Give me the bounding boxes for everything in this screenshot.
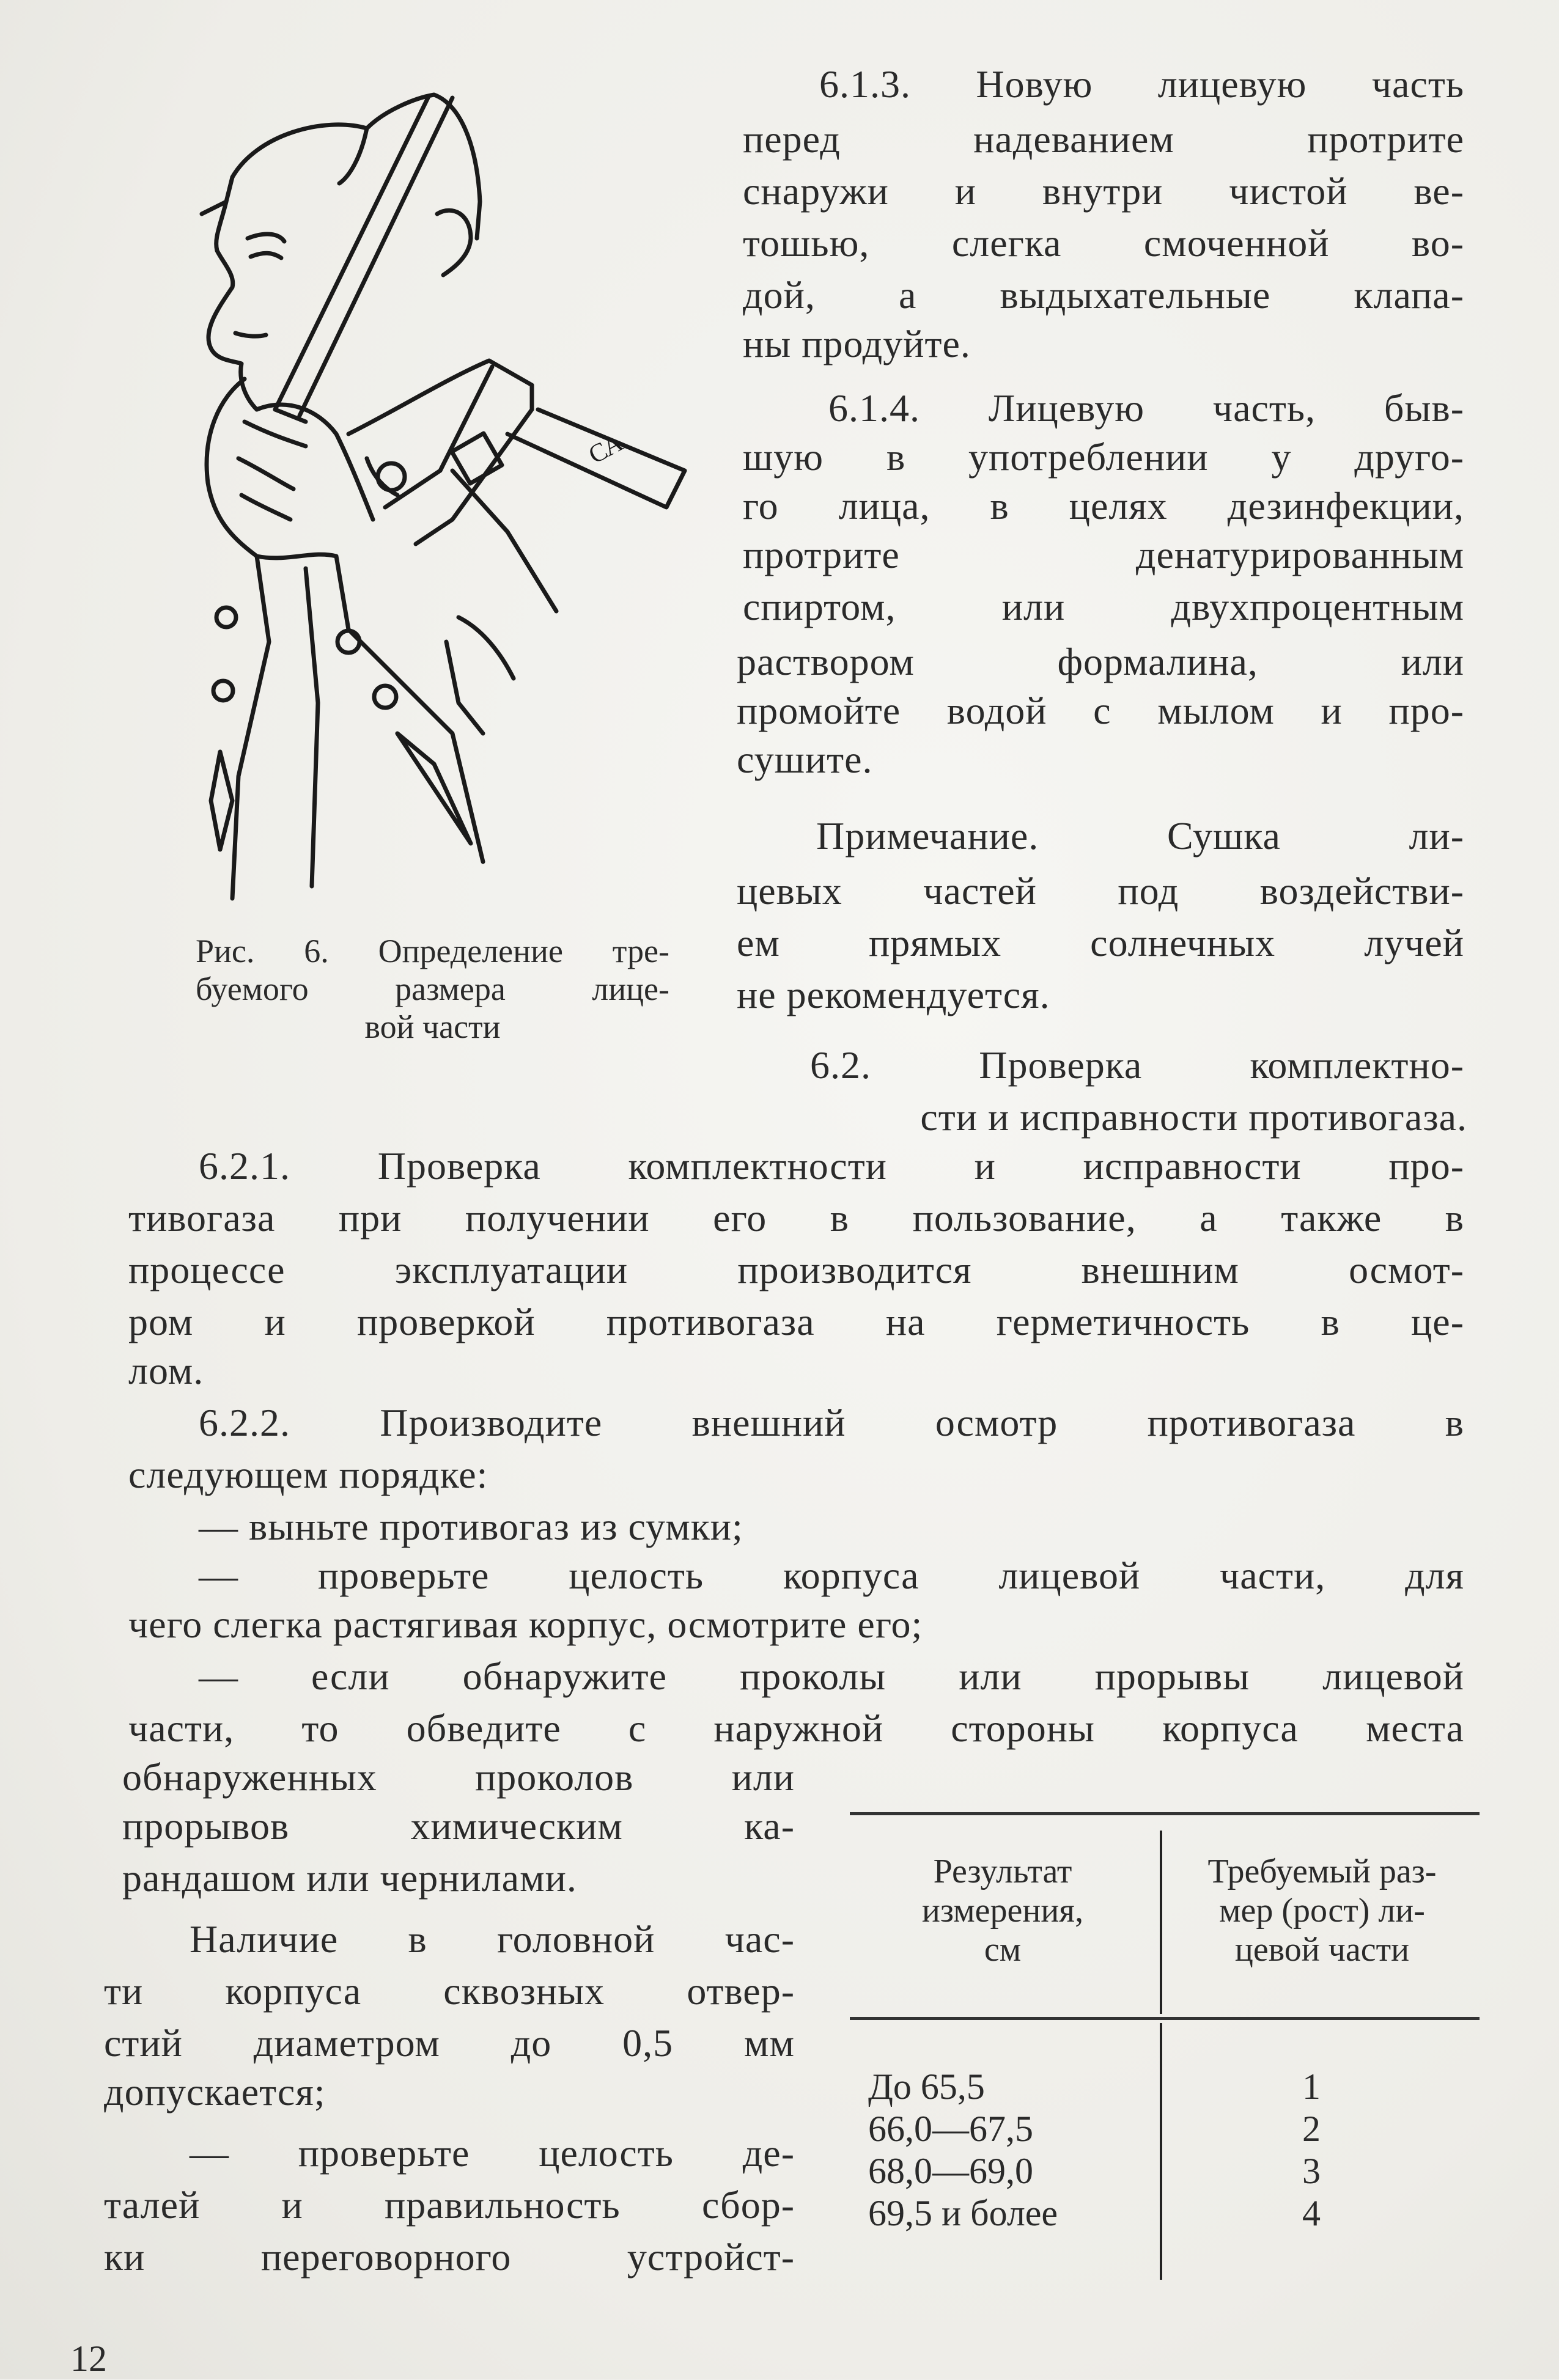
table-cell-size: 3 <box>1302 2151 1321 2191</box>
text-line: промойте водой с мылом и про- <box>737 689 1464 732</box>
text-line: 6.1.3. Новую лицевую часть <box>819 62 1464 106</box>
table-cell-size: 1 <box>1302 2066 1321 2107</box>
text-line: го лица, в целях дезинфекции, <box>743 484 1464 527</box>
caption-line: буемого размера лице- <box>196 971 669 1007</box>
list-item: — если обнаружите проколы или прорывы лицевой <box>199 1655 1464 1698</box>
figure-illustration <box>165 92 691 905</box>
text-line: ки переговорного устройст- <box>104 2235 795 2279</box>
size-table <box>850 1806 1480 2283</box>
text-line: 6.1.4. Лицевую часть, быв- <box>828 386 1464 430</box>
table-header-divider <box>1160 1831 1162 2014</box>
text-line: перед надеванием протрите <box>743 117 1464 161</box>
text-line: сушите. <box>737 738 873 781</box>
text-line: стий диаметром до 0,5 мм <box>104 2021 795 2065</box>
text-line: прорывов химическим ка- <box>122 1804 795 1848</box>
text-line: дой, а выдыхательные клапа- <box>743 273 1464 317</box>
table-cell-measurement: 68,0—69,0 <box>868 2151 1033 2191</box>
text-line: — проверьте целость де- <box>190 2131 795 2175</box>
text-line: допускается; <box>104 2070 326 2114</box>
page-number: 12 <box>70 2338 107 2379</box>
section-heading: сти и исправности противогаза. <box>920 1095 1467 1139</box>
figure-caption <box>196 932 669 1046</box>
text-line: следующем порядке: <box>128 1453 488 1496</box>
text-line: ти корпуса сквозных отвер- <box>104 1969 795 2013</box>
text-line: 6.2.2. Производите внешний осмотр противогаза в <box>199 1401 1464 1444</box>
column-header-size: Требуемый раз- мер (рост) ли- цевой части <box>1207 1853 1437 1969</box>
collar-label: СА <box>584 428 628 470</box>
text-line: ром и проверкой противогаза на герметичность в це- <box>128 1300 1464 1343</box>
list-item: чего слегка растягивая корпус, осмотрите его; <box>128 1603 923 1646</box>
table-header-rule <box>850 2017 1480 2020</box>
table-cell-measurement: 69,5 и более <box>868 2193 1058 2233</box>
table-cell-measurement: 66,0—67,5 <box>868 2109 1033 2149</box>
text-line: раствором формалина, или <box>737 640 1464 683</box>
text-line: рандашом или чернилами. <box>122 1856 577 1900</box>
note-line: не рекомендуется. <box>737 973 1050 1016</box>
list-item: — проверьте целость корпуса лицевой части, для <box>199 1554 1464 1597</box>
text-line: Наличие в головной час- <box>190 1917 795 1961</box>
text-line: 6.2.1. Проверка комплектности и исправности про- <box>199 1144 1464 1188</box>
text-line: процессе эксплуатации производится внешним осмот- <box>128 1248 1464 1291</box>
text-line: тошью, слегка смоченной во- <box>743 221 1464 265</box>
text-line: протрите денатурированным <box>743 533 1464 576</box>
caption-line: вой части <box>364 1008 501 1045</box>
table-cell-measurement: До 65,5 <box>868 2066 985 2107</box>
table-cell-size: 2 <box>1302 2109 1321 2149</box>
table-body-divider <box>1160 2023 1162 2280</box>
text-line: обнаруженных проколов или <box>122 1755 795 1799</box>
text-line: лом. <box>128 1349 204 1392</box>
section-heading: 6.2. Проверка комплектно- <box>810 1043 1464 1087</box>
caption-line: Рис. 6. Определение тре- <box>196 933 669 969</box>
text-line: шую в употреблении у друго- <box>743 435 1464 479</box>
note-line: Примечание. Сушка ли- <box>816 814 1464 858</box>
text-line: спиртом, или двухпроцентным <box>743 585 1464 628</box>
text-line: тивогаза при получении его в пользование, а также в <box>128 1196 1464 1240</box>
text-line: талей и правильность сбор- <box>104 2183 795 2227</box>
list-item: части, то обведите с наружной стороны корпуса места <box>128 1706 1464 1750</box>
list-item: — выньте противогаз из сумки; <box>199 1505 743 1548</box>
text-line: снаружи и внутри чистой ве- <box>743 169 1464 213</box>
text-line: ны продуйте. <box>743 322 971 365</box>
table-top-rule <box>850 1812 1480 1815</box>
note-line: цевых частей под воздействи- <box>737 869 1464 913</box>
note-line: ем прямых солнечных лучей <box>737 921 1464 964</box>
column-header-measurement: Результат измерения, см <box>921 1853 1084 1969</box>
table-cell-size: 4 <box>1302 2193 1321 2233</box>
